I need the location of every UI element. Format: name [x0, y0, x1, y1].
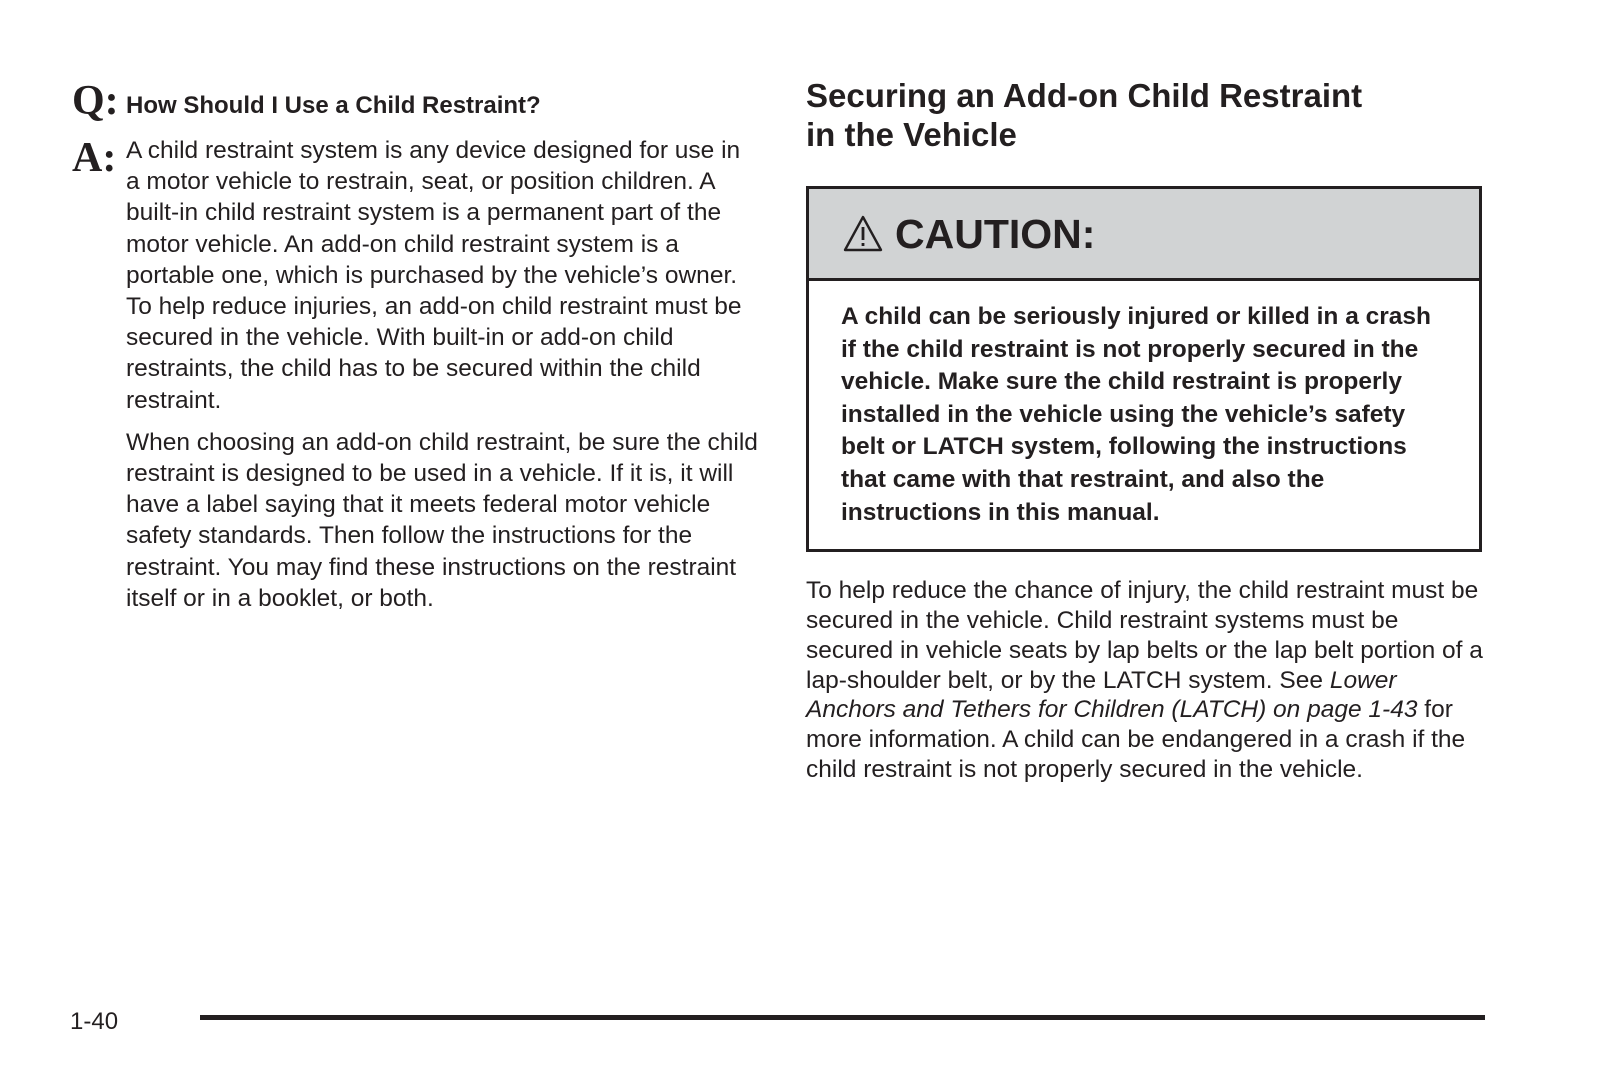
footer-rule: [200, 1015, 1485, 1020]
answer-paragraph-2: When choosing an add-on child restraint, be sure the child restraint is designed to be used in a vehicle. If it is, it will have a label saying that it meets federal motor vehicle safety standards. Then follow the instructions for the restraint. You may find these instructions on the restraint itself or in a booklet, or both.: [126, 428, 758, 612]
section-column: [806, 76, 1486, 809]
section-title-line-2: in the Vehicle: [806, 116, 1017, 153]
answer-row: [70, 135, 760, 614]
caution-header: [809, 189, 1479, 281]
section-title: [806, 76, 1486, 154]
q-label: Q:: [72, 78, 119, 124]
caution-title: CAUTION:: [895, 210, 1096, 257]
latch-page-reference: Lower Anchors and Tethers for Children (LATCH) on page 1-43: [806, 666, 1418, 724]
a-label: A:: [72, 135, 117, 181]
question-text: How Should I Use a Child Restraint?: [126, 92, 541, 119]
warning-triangle-icon: [843, 214, 883, 254]
securing-text-part-2: for more information. A child can be endangered in a crash if the child restraint is not properly secured in the vehicle.: [806, 696, 1466, 783]
securing-text-part-1: To help reduce the chance of injury, the child restraint must be secured in the vehicle. Child restraint systems must be secured in vehicle seats by lap belts or the lap belt portion of a lap-shoulder belt, or by the LATCH system. See: [806, 577, 1483, 694]
answer-paragraph-1: A child restraint system is any device designed for use in a motor vehicle to restrain, seat, or position children. A built-in child restraint system is a permanent part of the motor vehicle. An add-on child restraint system is a portable one, which is purchased by the vehicle’s owner. To help reduce injuries, an add-on child restraint must be secured in the vehicle. With built-in or add-on child restraints, the child has to be secured within the child restraint.: [126, 137, 742, 414]
caution-box: [806, 186, 1482, 552]
page-number: 1-40: [70, 1008, 119, 1035]
caution-text: A child can be seriously injured or killed in a crash if the child restraint is not properly secured in the vehicle. Make sure the child restraint is properly installed in the vehicle using the vehicle’s safety belt or LATCH system, following the instructions that came with that restraint, and also the instructions in this manual.: [841, 303, 1431, 526]
qa-column: [70, 78, 760, 614]
section-title-line-1: Securing an Add-on Child Restraint: [806, 77, 1363, 114]
question-row: [70, 78, 760, 124]
securing-paragraph: [806, 576, 1486, 785]
